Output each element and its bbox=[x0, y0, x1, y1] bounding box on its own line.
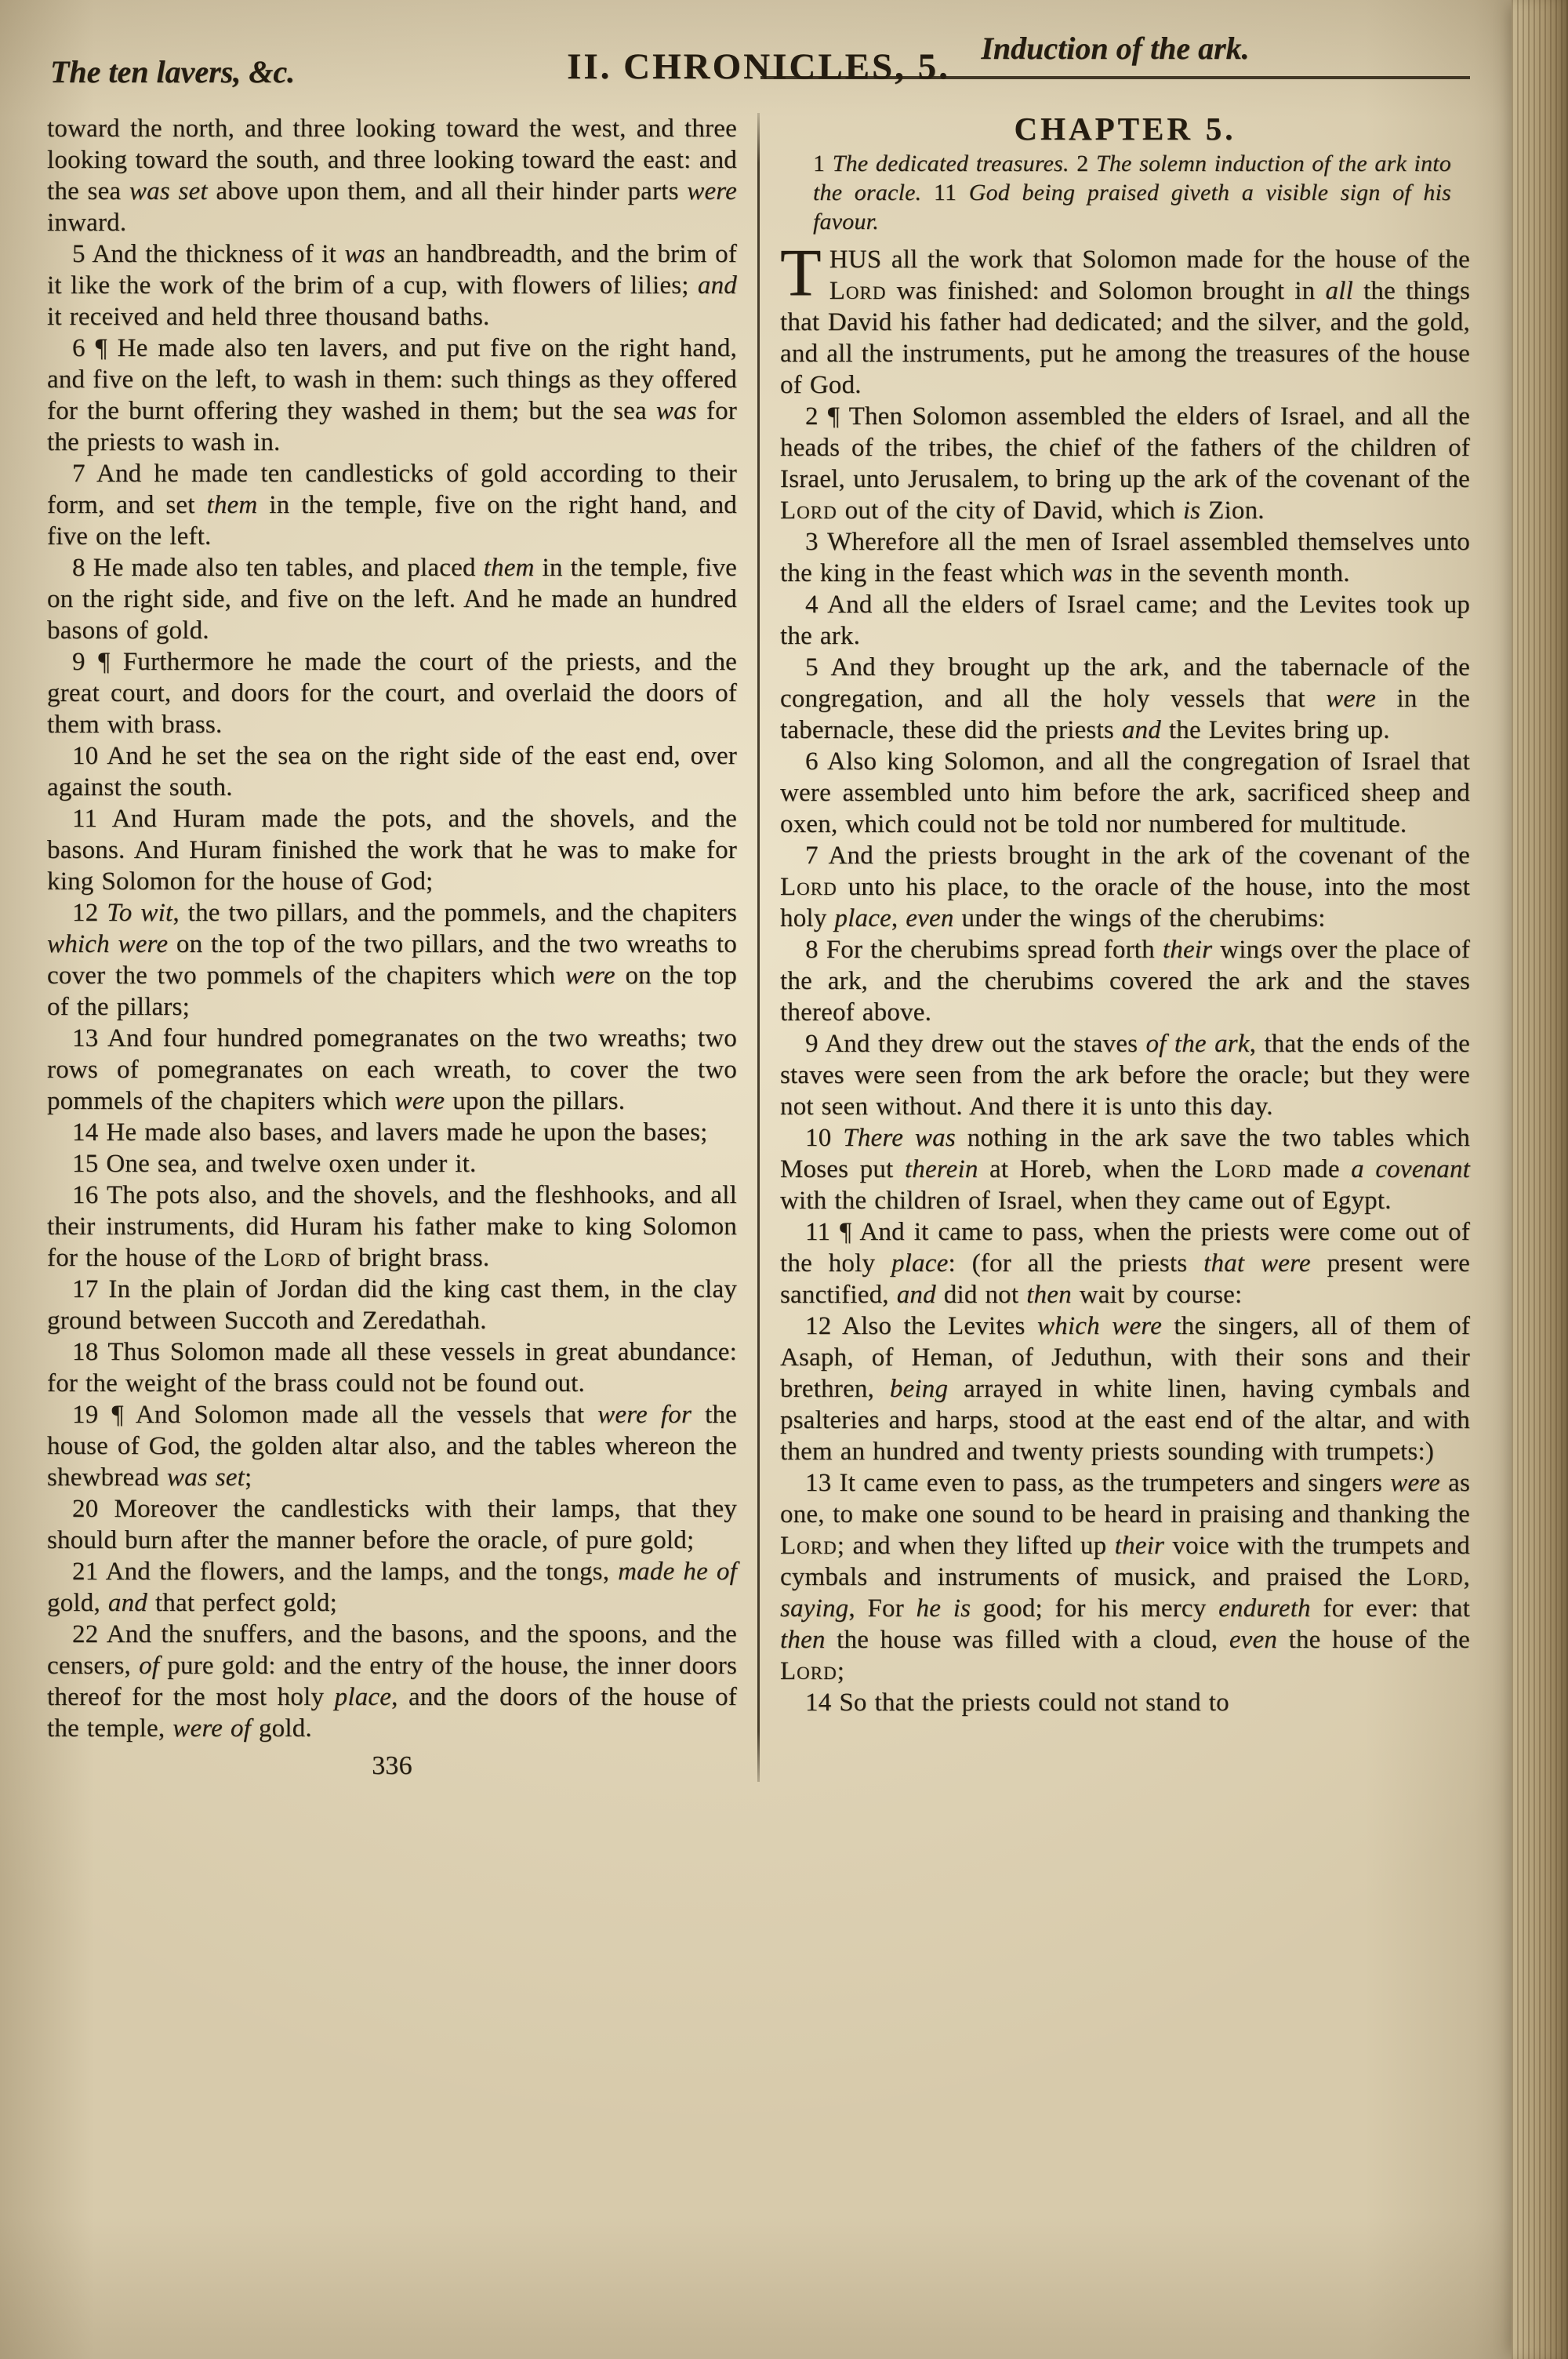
small-caps-lord: Lord bbox=[1406, 1563, 1464, 1591]
verse-7: 7 And he made ten candlesticks of gold according to their form, and set them in the temple, five on the right hand, and five on the left. bbox=[47, 460, 737, 551]
small-caps-lord: Lord bbox=[263, 1244, 321, 1272]
column-divider-rule bbox=[757, 113, 760, 1782]
italic-supplied-word: their bbox=[1114, 1532, 1164, 1560]
verse-14: 14 So that the priests could not stand to bbox=[805, 1688, 1229, 1717]
italic-supplied-word: which were bbox=[47, 930, 169, 958]
small-caps-lord: Lord bbox=[780, 1532, 837, 1560]
small-caps-lord: Lord bbox=[829, 277, 887, 305]
header-center-title: II. CHRONICLES, 5. bbox=[567, 46, 950, 87]
header-left-title: The ten lavers, &c. bbox=[50, 54, 296, 89]
italic-supplied-word: them bbox=[206, 491, 258, 519]
italic-supplied-word: of bbox=[139, 1652, 160, 1680]
verse-10: 10 And he set the sea on the right side of the east end, over against the south. bbox=[47, 742, 737, 801]
verse-13: 13 It came even to pass, as the trumpeters and singers were as one, to make one sound to be heard in praising and thanking the Lord; and when they lifted up their voice with the trumpets and cymbals and instruments of musick, and praised the Lord, saying, For he is good; for his mercy endureth for ever: that then the house was filled with a cloud, even the house of the Lord; bbox=[780, 1469, 1471, 1685]
italic-supplied-word: To wit bbox=[107, 899, 173, 927]
italic-supplied-word: being bbox=[889, 1375, 949, 1403]
italic-supplied-word: even bbox=[1229, 1626, 1278, 1654]
verse-12: 12 To wit, the two pillars, and the pommels, and the chapiters which were on the top of the two pillars, and the two wreaths to cover the two pommels of the chapiters which were on the top of the pillars; bbox=[47, 899, 738, 1021]
verse-12: 12 Also the Levites which were the singers, all of them of Asaph, of Heman, of Jeduthun, with their sons and their brethren, being arrayed in white linen, having cymbals and psalteries and harps, stood at the east end of the altar, and with them an hundred and twenty priests sounding with trumpets:) bbox=[780, 1312, 1471, 1466]
verse-19: 19 ¶ And Solomon made all the vessels that were for the house of God, the golden altar also, and the tables whereon the shewbread was set; bbox=[47, 1401, 737, 1492]
verse-3: 3 Wherefore all the men of Israel assembled themselves unto the king in the feast which was in the seventh month. bbox=[780, 528, 1470, 587]
italic-supplied-word: was bbox=[655, 397, 697, 425]
italic-supplied-word: The solemn induction of the ark into the oracle. bbox=[813, 151, 1452, 205]
italic-supplied-word: place bbox=[834, 904, 891, 932]
italic-supplied-word: was set bbox=[129, 177, 208, 205]
italic-supplied-word: saying bbox=[780, 1594, 849, 1623]
page-content bbox=[47, 30, 1470, 1782]
italic-supplied-word: he is bbox=[916, 1594, 971, 1623]
text-columns bbox=[47, 113, 1470, 1782]
left-column-verses bbox=[47, 113, 737, 1744]
verse-13: 13 And four hundred pomegranates on the two wreaths; two rows of pomegranates on each wreath, to cover the two pommels of the chapiters which were upon the pillars. bbox=[47, 1024, 738, 1115]
verse-6: 6 Also king Solomon, and all the congregation of Israel that were assembled unto him before the ark, sacrificed sheep and oxen, which could not be told nor numbered for multitude. bbox=[780, 747, 1470, 838]
header-right-title: Induction of the ark. bbox=[981, 31, 1250, 66]
italic-supplied-word: were bbox=[1390, 1469, 1440, 1497]
italic-supplied-word: place bbox=[334, 1683, 392, 1711]
italic-supplied-word: and bbox=[107, 1589, 147, 1617]
verse-11: 11 And Huram made the pots, and the shovels, and the basons. And Huram finished the work that he was to make for king Solomon for the house of God; bbox=[47, 805, 737, 896]
verse-2: 2 ¶ Then Solomon assembled the elders of Israel, and all the heads of the tribes, the chief of the fathers of the children of Israel, unto Jerusalem, to bring up the ark of the covenant of the Lord out of the city of David, which is Zion. bbox=[780, 402, 1470, 525]
book-page-edge bbox=[1512, 0, 1568, 2359]
italic-supplied-word: There was bbox=[843, 1124, 956, 1152]
italic-supplied-word: their bbox=[1162, 936, 1213, 964]
verse-14: 14 He made also bases, and lavers made he upon the bases; bbox=[72, 1118, 708, 1147]
verse-10: 10 There was nothing in the ark save the two tables which Moses put therein at Horeb, when the Lord made a covenant with the children of Israel, when they came out of Egypt. bbox=[780, 1124, 1471, 1215]
italic-supplied-word: was set bbox=[166, 1463, 245, 1492]
right-column-verses bbox=[780, 234, 1471, 1718]
italic-supplied-word: them bbox=[483, 554, 535, 582]
running-header bbox=[47, 30, 1470, 111]
verse-8: 8 He made also ten tables, and placed them in the temple, five on the right side, and five on the left. And he made an hundred basons of gold. bbox=[47, 554, 737, 645]
verse-5: 5 And the thickness of it was an handbreadth, and the brim of it like the work of the brim of a cup, with flowers of lilies; and it received and held three thousand baths. bbox=[47, 240, 737, 331]
italic-supplied-word: a covenant bbox=[1351, 1155, 1471, 1183]
verse-17: 17 In the plain of Jordan did the king cast them, in the clay ground between Succoth and Zeredathah. bbox=[47, 1275, 737, 1335]
verse-11: 11 ¶ And it came to pass, when the priests were come out of the holy place: (for all the priests that were present were sanctified, and did not then wait by course: bbox=[780, 1218, 1470, 1309]
italic-supplied-word: is bbox=[1182, 496, 1201, 525]
italic-supplied-word: endureth bbox=[1218, 1594, 1311, 1623]
italic-supplied-word: was bbox=[344, 240, 386, 268]
italic-supplied-word: and bbox=[1121, 716, 1161, 744]
italic-supplied-word: were bbox=[394, 1087, 445, 1115]
italic-supplied-word: were bbox=[564, 961, 615, 990]
italic-supplied-word: therein bbox=[904, 1155, 978, 1183]
italic-supplied-word: and bbox=[697, 271, 737, 300]
verse-22: 22 And the snuffers, and the basons, and the spoons, and the censers, of pure gold: and the entry of the house, the inner doors thereof for the most holy place, and the doors of the house of the temple, were of gold. bbox=[47, 1620, 737, 1743]
italic-supplied-word: which were bbox=[1036, 1312, 1162, 1340]
verse-21: 21 And the flowers, and the lamps, and the tongs, made he of gold, and that perfect gold; bbox=[47, 1558, 737, 1617]
italic-supplied-word: were bbox=[687, 177, 737, 205]
small-caps-lord: Lord bbox=[1214, 1155, 1272, 1183]
verse-continuation: toward the north, and three looking toward the west, and three looking toward the south, and three looking toward the east: and the sea was set above upon them, and all their hinder parts were inward. bbox=[47, 114, 737, 237]
italic-supplied-word: made he of bbox=[618, 1558, 737, 1586]
italic-supplied-word: and bbox=[896, 1281, 936, 1309]
italic-supplied-word: The dedicated treasures. bbox=[832, 151, 1069, 176]
italic-supplied-word: were bbox=[1326, 685, 1376, 713]
italic-supplied-word: were of bbox=[172, 1714, 252, 1743]
chapter-heading: CHAPTER 5. bbox=[1014, 111, 1236, 147]
italic-supplied-word: God being praised giveth a visible sign of his favour. bbox=[813, 180, 1451, 234]
header-right-block bbox=[760, 30, 1470, 79]
small-caps-lord: Lord bbox=[780, 1657, 837, 1685]
italic-supplied-word: was bbox=[1072, 559, 1112, 587]
italic-supplied-word: place bbox=[891, 1249, 949, 1278]
verse-9: 9 And they drew out the staves of the ark, that the ends of the staves were seen from the ark before the oracle; but they were not seen without. And there it is unto this day. bbox=[780, 1030, 1470, 1121]
verse-8: 8 For the cherubims spread forth their wings over the place of the ark, and the cherubims covered the ark and the staves thereof above. bbox=[780, 936, 1470, 1027]
small-caps-lord: Lord bbox=[780, 873, 837, 901]
left-column bbox=[47, 113, 737, 1782]
verse-5: 5 And they brought up the ark, and the tabernacle of the congregation, and all the holy vessels that were in the tabernacle, these did the priests and the Levites bring up. bbox=[780, 653, 1470, 744]
verse-4: 4 And all the elders of Israel came; and the Levites took up the ark. bbox=[780, 591, 1470, 650]
verse-20: 20 Moreover the candlesticks with their lamps, that they should burn after the manner before the oracle, of pure gold; bbox=[47, 1495, 737, 1554]
page-number: 336 bbox=[372, 1751, 412, 1780]
italic-supplied-word: then bbox=[780, 1626, 826, 1654]
small-caps-lord: Lord bbox=[780, 496, 837, 525]
italic-supplied-word: of the ark bbox=[1145, 1030, 1250, 1058]
right-column bbox=[780, 113, 1470, 1782]
italic-supplied-word: were for bbox=[597, 1401, 692, 1429]
verse-1: THUS all the work that Solomon made for the house of the Lord was finished: and Solomon brought in all the things that David his father had dedicated; and the silver, and the gold, and all the instruments, put he among the treasures of the house of God. bbox=[780, 234, 1470, 399]
verse-6: 6 ¶ He made also ten lavers, and put five on the right hand, and five on the left, to wash in them: such things as they offered for the burnt offering they washed in them; but the sea was for the priests to wash in. bbox=[47, 334, 737, 456]
verse-16: 16 The pots also, and the shovels, and the fleshhooks, and all their instruments, did Huram his father make to king Solomon for the house of the Lord of bright brass. bbox=[47, 1181, 737, 1272]
drop-cap-initial: T bbox=[780, 234, 822, 310]
chapter-summary: 1 The dedicated treasures. 2 The solemn induction of the ark into the oracle. 11 God being praised giveth a visible sign of his favour. bbox=[813, 151, 1452, 234]
italic-supplied-word: even bbox=[906, 904, 954, 932]
verse-18: 18 Thus Solomon made all these vessels in great abundance: for the weight of the brass could not be found out. bbox=[47, 1338, 737, 1398]
verse-7: 7 And the priests brought in the ark of the covenant of the Lord unto his place, to the oracle of the house, into the most holy place, even under the wings of the cherubims: bbox=[780, 841, 1470, 932]
italic-supplied-word: then bbox=[1026, 1281, 1072, 1309]
italic-supplied-word: that were bbox=[1203, 1249, 1311, 1278]
verse-15: 15 One sea, and twelve oxen under it. bbox=[72, 1150, 477, 1178]
verse-9: 9 ¶ Furthermore he made the court of the priests, and the great court, and doors for the court, and overlaid the doors of them with brass. bbox=[47, 648, 737, 739]
italic-supplied-word: all bbox=[1325, 277, 1353, 305]
